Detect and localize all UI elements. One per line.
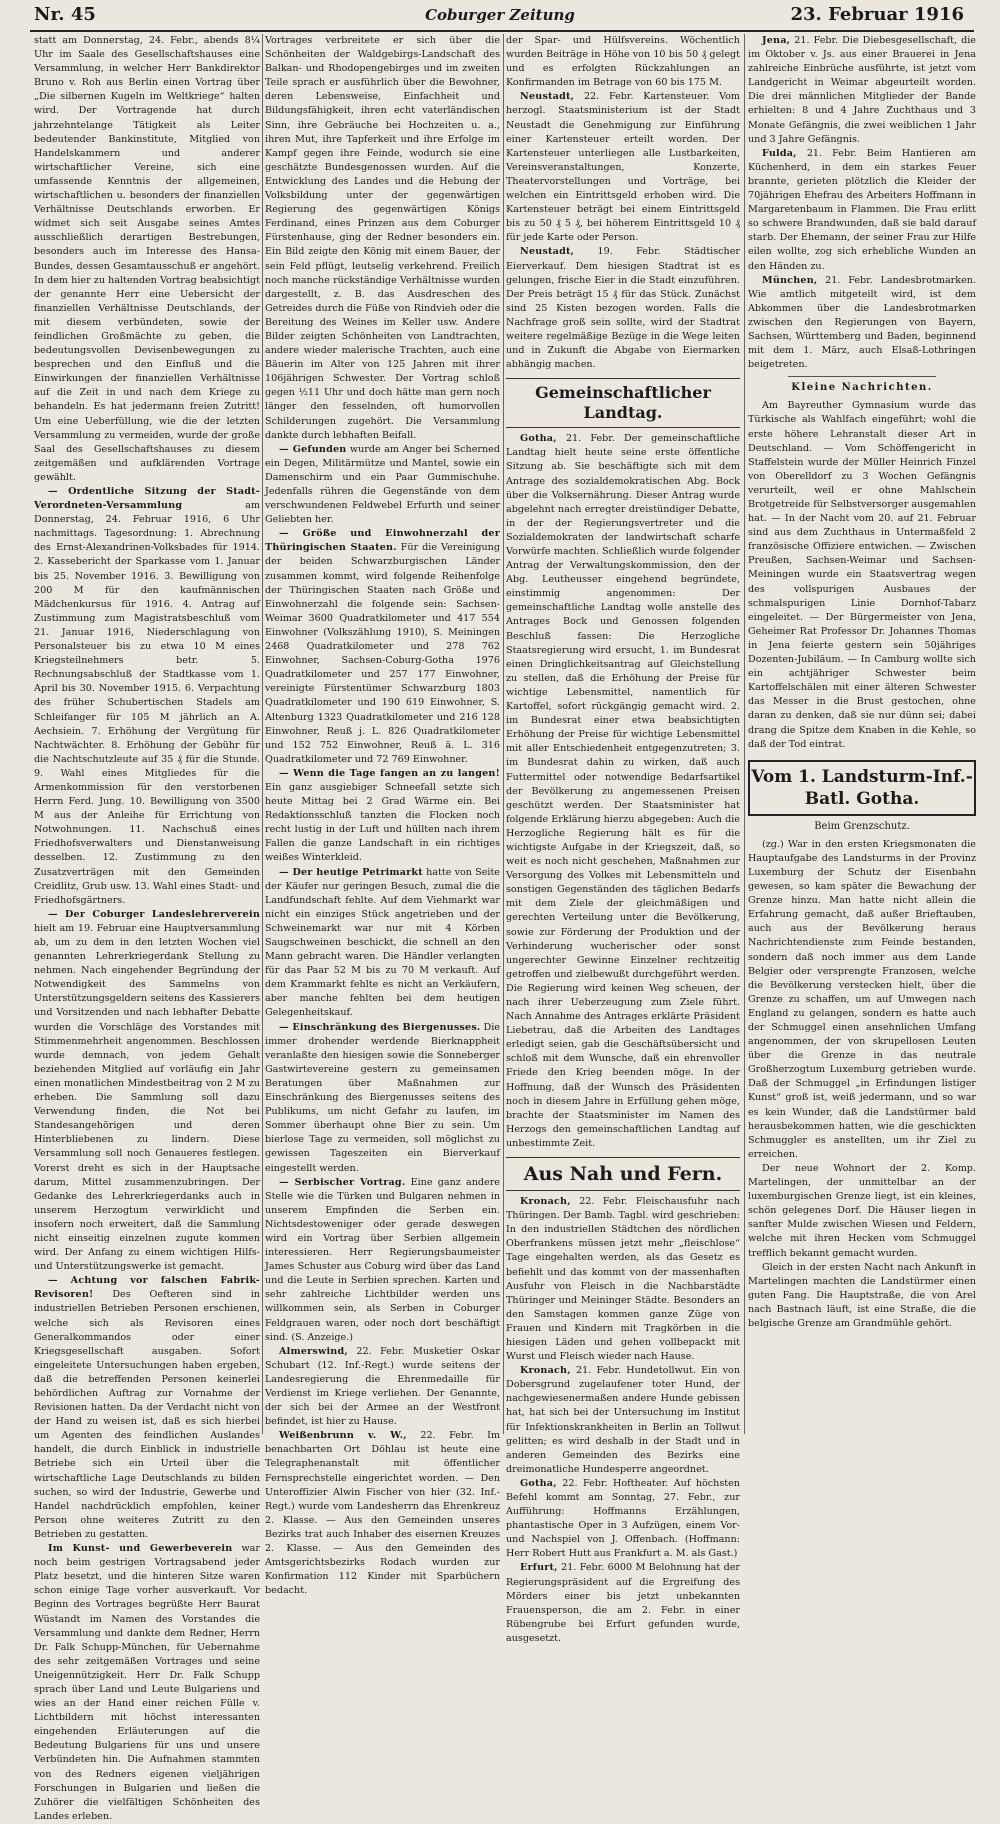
section-heading: Gemeinschaftlicher Landtag.	[506, 378, 740, 428]
article-text: 21. Febr. Der gemeinschaftliche Landtag hielt heute seine erste öffentliche Sitzung ab. Sie beschäftigte sich mit dem Antrage des sozialdemokratischen Abg. Bock über die Volksernährung. Dieser Antrag wurde abgelehnt nach erregter dreistündiger Debatte, in der der Regierungsvertreter und die Sozialdemokraten der landwirtschaft scharfe Vorwürfe machten. Schließlich wurde folgender Antrag der Verwaltungskommission, den der Abg. Leutheusser eingehend begründete, einstimmig angenommen: Der gemeinschaftliche Landtag wolle anstelle des Antrages Bock und Genossen folgenden Beschluß fassen: Die Herzogliche Staatsregierung wird ersucht, 1. im Bundesrat einen Dringlichkeitsantrag auf Gleichstellung zu stellen, daß die Erhöhung der Preise für wichtige Lebensmittel, namentlich für Kartoffel, sofort rückgängig gemacht wird. 2. im Bundesrat einer etwa beabsichtigten Erhöhung der Preise für wichtige Lebensmittel mit aller Entschiedenheit entgegenzutreten; 3. im Bundesrat dahin zu wirken, daß auch Futtermittel oder notwendige Bedarfsartikel der Bevölkerung zu angemessenen Preisen geschützt werden. Der Staatsminister hat folgende Erklärung hierzu abgegeben: Auch die Herzogliche Regierung hält es für die wichtigste Aufgabe in der Kriegszeit, daß, so weit es noch nicht geschehen, Maßnahmen zur Versorgung des Volkes mit Lebensmitteln und sonstigen Gegenständen des täglichen Bedarfs mit dem Ziele der gleichmäßigen und gerechten Verteilung unter die Bevölkerung, sowie zur Förderung der Produktion und der Verhinderung wucherischer oder sonst ungerechter Gewinne Einzelner rechtzeitig getroffen und zielbewußt durchgeführt werden. Die Regierung wird keinen Weg scheuen, der nach ihrer Ueberzeugung zum Ziele führt. Nach Annahme des Antrages erklärte Präsident Liebetrau, daß die Arbeiten des Landtages erledigt seien, gab die Geschäftsübersicht und schloß mit dem Wunsche, daß ein ehrenvoller Friede den Krieg beenden möge. In der Hoffnung, daß der Wunsch des Präsidenten noch in diesem Jahre in Erfüllung gehen möge, brachte der Staatsminister im Namen des Herzogs den gemeinschaftlichen Landtag auf unbestimmte Zeit.	[506, 433, 740, 1149]
article-text: 22. Febr. Hoftheater. Auf höchsten Befehl kommt am Sonntag, 27. Febr., zur Aufführung: Hoffmanns Erzählungen, phantastische Oper in 3 Aufzügen, einem Vor- und Nachspiel von J. Offenbach. (Hoffmann: Herr Robert Hutt aus Frankfurt a. M. als Gast.)	[506, 1477, 740, 1560]
article-text: Gleich in der ersten Nacht nach Ankunft in Martelingen machten die Landstürmer einen guten Fang. Die Hauptstraße, die von Arel nach Bastnach läuft, ist eine Straße, die die belgische Grenze am Grandmühle gehört.	[748, 1261, 976, 1329]
article-lead: — Der heutige Petrimarkt	[279, 866, 423, 878]
article	[34, 908, 260, 1274]
article-text: war noch beim gestrigen Vortragsabend jeder Platz besetzt, und die hinteren Sitze waren schon einige Tage vorher ausverkauft. Vor Beginn des Vortrages begrüßte Herr Baurat Wüstandt im Namen des Vorstandes die Versammlung und dankte dem Redner, Herrn Dr. Falk Schupp-München, für Uebernahme des sehr zeitgemäßen Vortrages und seine Uneigennützigkeit. Herr Dr. Falk Schupp sprach über Land und Leute Bulgariens und wies an der Hand einer reichen Fülle v. Lichtbildern mit höchst interessanten eingehenden Erläuterungen auf die Bedeutung Bulgariens für uns und unsere Verbündeten hin. Die Aufnahmen stammten von des Redners eigenen vieljährigen Forschungen in Bulgarien und ließen die Zuhörer die vielfältigen Schönheiten des Landes erleben.	[34, 1543, 260, 1822]
article-text: (zg.) War in den ersten Kriegsmonaten die Hauptaufgabe des Landsturms in der Provinz Luxemburg der Schutz der Eisenbahn gewesen, so kam später die Bewachung der Grenze hinzu. Man hatte nicht allein die Erfahrung gemacht, daß außer Brieftauben, auch aus der Bevölkerung heraus Nachrichtendienste zum Feinde bestanden, sondern daß noch immer aus dem Lande Belgier oder versprengte Franzosen, welche die Bevölkerung verstecken hielt, über die Grenze zu schaffen, um auf Umwegen nach England zu gelangen, sondern es hatte auch der Schmuggel einen ansehnlichen Umfang angenommen, der von skrupellosen Leuten über die Grenze in das neutrale Großherzogtum Luxemburg getrieben wurde. Daß der Schmuggel „in Erfindungen listiger Kunst“ groß ist, weiß jedermann, und so war es kein Wunder, daß die Landstürmer bald herausbekommen hatten, wie die geschickten Schmuggler es anstellten, um ihr Ziel zu erreichen.	[748, 838, 976, 1160]
article	[506, 1561, 740, 1646]
article-text: der Spar- und Hülfsvereins. Wöchentlich wurden Beiträge in Höhe von 10 bis 50 ₰ gelegt und es erfolgten Rückzahlungen an Konfirmanden im Betrage von 60 bis 175 M.	[506, 35, 740, 89]
issue-number: Nr. 45	[34, 4, 96, 25]
article-text: 22. Febr. Musketier Oskar Schubart (12. Inf.-Regt.) wurde seitens der Landesregierung die Ehrenmedaille für Verdienst im Kriege verliehen. Der Genannte, der sich bei der Armee an der Westfront befindet, ist hier zu Hause.	[265, 1345, 500, 1428]
section-heading: Aus Nah und Fern.	[506, 1157, 740, 1191]
article-lead: Weißenbrunn v. W.,	[279, 1430, 407, 1442]
article-lead: — Einschränkung des Biergenusses.	[279, 1021, 481, 1033]
article-lead: Gotha,	[520, 433, 557, 445]
column-2	[265, 34, 500, 1597]
article-lead: — Serbischer Vortrag.	[279, 1176, 406, 1188]
article	[506, 432, 740, 1151]
article	[506, 1364, 740, 1477]
article-text: Eine ganz andere Stelle wie die Türken und Bulgaren nehmen in unserem Empfinden die Serben ein. Nichtsdestoweniger oder gerade deswegen wird ein Vortrag über Serbien allgemein interessieren. Herr Regierungsbaumeister James Schuster aus Coburg wird über das Land und die Leute in Serbien sprechen. Karten und sehr zahlreiche Lichtbilder werden uns willkommen sein, als Serben in Coburger Feldgrauen waren, oder noch dort beschäftigt sind. (S. Anzeige.)	[265, 1176, 500, 1343]
article-lead: — Der Coburger Landeslehrerverein	[48, 908, 260, 920]
article	[265, 1021, 500, 1176]
divider	[788, 376, 936, 377]
article-lead: Gotha,	[520, 1477, 557, 1489]
newspaper-title: Coburger Zeitung	[425, 6, 575, 24]
column-3	[506, 34, 740, 1644]
article	[265, 1345, 500, 1430]
article-text: Für die Vereinigung der beiden Schwarzburgischen Länder zusammen kommt, wird folgende Reihenfolge der Thüringischen Staaten nach Größe und Einwohnerzahl die folgende sein: Sachsen-Weimar 3600 Quadratkilometer und 417 554 Einwohner (Volkszählung 1910), S. Meiningen 2468 Quadratkilometer und 278 762 Einwohner, Sachsen-Coburg-Gotha 1976 Quadratkilometer und 257 177 Einwohner, vereinigte Fürstentümer Schwarzburg 1803 Quadratkilometer und 190 619 Einwohner, S. Altenburg 1323 Quadratkilometer und 216 128 Einwohner, Reuß j. L. 826 Quadratkilometer und 152 752 Einwohner, Reuß ä. L. 316 Quadratkilometer und 72 769 Einwohner.	[265, 542, 500, 765]
article-lead: München,	[762, 274, 818, 286]
article-text: 21. Febr. Landesbrotmarken. Wie amtlich mitgeteilt wird, ist dem Abkommen über die Landesbrotmarken zwischen den Regierungen von Bayern, Sachsen, Württemberg und Baden, beginnend mit dem 1. März, auch Elsaß-Lothringen beigetreten.	[748, 274, 976, 371]
article-text: Ein ganz ausgiebiger Schneefall setzte sich heute Mittag bei 2 Grad Wärme ein. Bei Redaktionsschluß tanzten die Flocken noch recht lustig in der Luft und hüllten nach ihrem Fallen die ganze Landschaft in ein richtiges weißes Winterkleid.	[265, 781, 500, 864]
article	[265, 866, 500, 1021]
article-text: 21. Febr. Hundetollwut. Ein von Dobersgrund zugelaufener toter Hund, der nachgewiesenermaßen andere Hunde gebissen hat, hat sich bei der Untersuchung im Institut für Infektionskrankheiten in Berlin an Tollwut gelitten; es wird deshalb in der Stadt und in anderen Gemeinden des Bezirks eine dreimonatliche Hundesperre angeordnet.	[506, 1365, 740, 1475]
article	[265, 443, 500, 528]
article-lead: — Wenn die Tage fangen an zu langen!	[279, 767, 500, 779]
article-text: Am Bayreuther Gymnasium wurde das Türkische als Wahlfach eingeführt; wohl die erste höhere Lehranstalt dieser Art in Deutschland. — Vom Schöffengericht in Staffelstein wurde der Müller Heinrich Finzel von Oberelldorf zu 3 Wochen Gefängnis verurteilt, weil er ohne Mahlschein Brotgetreide für Selbstversorger ausgemahlen hat. — In der Nacht vom 20. auf 21. Februar sind aus dem Zuchthaus in Untermaßfeld 2 französische Offiziere entwichen. — Zwischen Preußen, Sachsen-Weimar und Sachsen-Meiningen wurde ein Staatsvertrag wegen des vollspurigen Ausbaues der schmalspurigen Linie Dornhof-Tabarz eingeleitet. — Der Bürgermeister von Jena, Geheimer Rat Professor Dr. Johannes Thomas in Jena feierte gestern sein 50jähriges Dozenten-Jubiläum. — In Camburg wollte sich ein achtjähriger Schwester beim Kartoffelschälen mit einer älteren Schwester das Messer in die Brust gestochen, ohne daran zu denken, daß sie nur dünn sei; dabei drang die Spitze dem Knaben in die Kehle, so daß der Tod eintrat.	[748, 400, 976, 750]
article-lead: — Gefunden	[279, 443, 347, 455]
article-text: 21. Febr. 6000 M Belohnung hat der Regierungspräsident auf die Ergreifung des Mörders einer bis jetzt unbekannten Frauensperson, die am 2. Febr. in einer Rübengrube bei Erfurt gefunden wurde, ausgesetzt.	[506, 1562, 740, 1644]
article	[506, 1195, 740, 1364]
column-1	[34, 34, 260, 1822]
column-4	[748, 34, 976, 1434]
article-text: Vortrages verbreitete er sich über die Schönheiten der Waldgebirgs-Landschaft des Balkan- und Rhodopengebirges und im zweiten Teile sprach er ausführlich über die Bewohner, deren Lebensweise, Einfachheit und Bildungsfähigkeit, ihren echt vaterländischen Sinn, ihre Gebräuche bei Hochzeiten u. a., ihren Mut, ihre Tapferkeit und ihre Erfolge im Kampf gegen ihre Feinde, wodurch sie eine geschätzte Bundesgenossen wurden. Auf die Entwicklung des Landes und die Hebung der Volksbildung unter der gegenwärtigen Regierung des gegenwärtigen Königs Ferdinand, eines Prinzen aus dem Coburger Fürstenhause, ging der Redner besonders ein. Ein Bild zeigte den König mit einem Bauer, der sein Feld pflügt, leutselig verkehrend. Freilich noch manche rückständige Verhältnisse wurden dargestellt, z. B. das Ausdreschen des Getreides durch die Füße von Rindvieh oder die Bereitung des Weines im Keller usw. Andere Bilder zeigten Schönheiten von Landtrachten, andere wieder malerische Trachten, auch eine Bäuerin im Alter von 125 Jahren mit ihrer 106jährigen Schwester. Der Vortrag schloß gegen ½11 Uhr und doch hätte man gern noch länger den fesselnden, oft humorvollen Schilderungen zugehört. Die Versammlung dankte durch lebhaften Beifall.	[265, 35, 500, 441]
boxed-heading: Vom 1. Landsturm-Inf.-Batl. Gotha.	[748, 760, 976, 816]
article	[34, 485, 260, 908]
column-rule	[503, 34, 504, 1434]
article	[506, 1477, 740, 1562]
article-lead: Jena,	[762, 35, 791, 46]
article	[34, 1274, 260, 1542]
article-text: hatte von Seite der Käufer nur geringen Besuch, zumal die die Landfundschaft fehlte. Auf dem Viehmarkt war nicht ein einziges Stück angetrieben und der Schweinemarkt war nur mit 4 Körben Saugschweinen beschickt, die schnell an den Mann gebracht waren. Die Händler verlangten für das Paar 52 M bis zu 70 M verkauft. Auf dem Krammarkt fehlte es nicht an Verkäufern, aber manche fehlten bei dem heutigen Gelegenheitskauf.	[265, 866, 500, 1019]
article	[265, 1429, 500, 1598]
article-text: Der neue Wohnort der 2. Komp. Martelingen, der unmittelbar an der luxemburgischen Grenze liegt, ist ein kleines, schön gelegenes Dorf. Die Häuser liegen in sanfter Mulde zwischen Wiesen und Feldern, welche mit ihren Hecken vom Schmuggel trefflich bekannt gemacht wurden.	[748, 1162, 976, 1259]
article	[748, 274, 976, 373]
article-text: 22. Febr. Kartensteuer. Vom herzogl. Staatsministerium ist der Stadt Neustadt die Genehmigung zur Einführung einer Kartensteuer erteilt worden. Der Kartensteuer unterliegen alle Lustbarkeiten, Vereinsveranstaltungen, Konzerte, Theatervorstellungen und Vorträge, bei welchen ein Eintrittsgeld erhoben wird. Die Kartensteuer beträgt bei einem Eintrittsgeld bis zu 50 ₰ 5 ₰, bei höherem Eintrittsgeld 10 ₰ für jede Karte oder Person.	[506, 91, 740, 244]
article	[34, 1542, 260, 1824]
article-text: 21. Febr. Die Diebesgesellschaft, die im Oktober v. Js. aus einer Brauerei in Jena zahlreiche Einbrüche ausführte, ist jetzt vom Landgericht in Weimar abgeurteilt worden. Die drei männlichen Mitglieder der Bande erhielten: 8 und 4 Jahre Zuchthaus und 3 Monate Gefängnis, die zwei weiblichen 1 Jahr und 3 Jahre Gefängnis.	[748, 35, 976, 145]
article	[265, 767, 500, 866]
article-lead: Neustadt,	[520, 91, 575, 103]
article-text: statt am Donnerstag, 24. Febr., abends 8¼ Uhr im Saale des Gesellschaftshauses eine Versammlung, in welcher Herr Bankdirektor Bruno v. Roh aus Berlin einen Vortrag über „Die silbernen Kugeln im Weltkriege“ halten wird. Der Vortragende hat durch jahrzehntelange Tätigkeit als Leiter bedeutender Bankinstitute, Mitglied von Handelskammern und anderer wirtschaftlicher Vereine, sich eine umfassende Kenntnis der allgemeinen, wirtschaftlichen u. besonders der finanziellen Verhältnisse Deutschlands erworben. Er widmet sich seit Ausgabe seines Amtes ausschließlich derartigen Bestrebungen, besonders auch im Interesse des Hansa-Bundes, dessen Gesamtausschuß er angehört. In dem hier zu haltenden Vortrag beabsichtigt der genannte Herr eine Uebersicht der finanziellen Verhältnisse Deutschlands, der mit diesem verbündeten, sowie der feindlichen Großmächte zu geben, die bedeutungsvollen Devisenbewegungen zu besprechen und den Einfluß und die Einwirkungen der finanziellen Verhältnisse auf die Zeit in und nach dem Kriege zu behandeln. Es hat jedermann freien Zutritt! Um eine Ueberfüllung, wie die der letzten Versammlung zu vermeiden, wurde der große Saal des Gesellschaftshauses zu diesem zeitgemäßen und aufklärenden Vortrage gewählt.	[34, 35, 260, 483]
issue-date: 23. Februar 1916	[790, 4, 964, 25]
article-lead: — Größe und Einwohnerzahl der Thüringischen Staaten.	[265, 528, 500, 554]
article-text: wurde am Anger bei Scherned ein Degen, Militärmütze und Mantel, sowie ein Damenschirm und ein Paar Gummischuhe. Jedenfalls rühren die Gegenstände von dem verschwundenen Feldwebel Erfurth und seiner Geliebten her.	[265, 443, 500, 526]
article	[265, 527, 500, 767]
article-lead: Fulda,	[762, 147, 797, 159]
article-text: 21. Febr. Beim Hantieren am Küchenherd, in dem ein starkes Feuer brannte, gerieten plötzlich die Kleider der 70jährigen Ehefrau des Arbeiters Hoffmann in Margaretenbaum in Flammen. Die Frau erlitt so schwere Brandwunden, daß sie bald darauf starb. Der Ehemann, der seiner Frau zur Hilfe eilen wollte, zog sich erhebliche Wunden an den Händen zu.	[748, 147, 976, 272]
article-lead: Im Kunst- und Gewerbeverein	[48, 1543, 233, 1555]
article-lead: — Achtung vor falschen Fabrik-Revisoren!	[34, 1275, 260, 1301]
article-text: 22. Febr. Im benachbarten Ort Döhlau ist heute eine Telegraphenanstalt mit öffentlicher Fernsprechstelle eingerichtet worden. — Den Unteroffizier Alwin Fischer von hier (32. Inf.-Regt.) wurde vom Landesherrn das Ehrenkreuz 2. Klasse. — Aus den Gemeinden unseres Bezirks trat auch Inhaber des eisernen Kreuzes 2. Klasse. — Aus den Gemeinden des Amtsgerichtsbezirks Rodach wurden zur Konfirmation 112 Kinder mit Sparbüchern bedacht.	[265, 1430, 500, 1597]
article-text: hielt am 19. Februar eine Hauptversammlung ab, um zu dem in den letzten Wochen viel genannten Lehrerkriegerdank Stellung zu nehmen. Nach eingehender Begründung der Notwendigkeit des Sammelns von Unterstützungsgeldern seitens des Kassierers und Vorsitzenden und nach lebhafter Debatte wurden die Vorschläge des Vorstandes mit Stimmenmehrheit angenommen. Beschlossen wurde demnach, von jedem Gehalt beziehenden Mitglied auf vorläufig ein Jahr einen monatlichen Mindestbeitrag von 2 M zu erheben. Die Sammlung soll dazu Verwendung finden, die Not bei Standesangehörigen und deren Hinterbliebenen zu lindern. Diese Versammlung soll noch Genaueres festlegen. Vorerst dreht es sich in der Hauptsache darum, Mittel zusammenzubringen. Der Gedanke des Lehrerkriegerdanks auch in unserem Herzogtum verwirklicht und insofern noch erweitert, daß die Sammlung nicht einseitig einzelnen zugute kommen wird. Der Anfang zu einem wichtigen Hilfs- und Unterstützungswerke ist gemacht.	[34, 922, 260, 1273]
article-lead: Kronach,	[520, 1196, 571, 1208]
column-rule	[262, 34, 263, 1434]
article	[748, 34, 976, 147]
article-text: Die immer drohender werdende Bierknappheit veranlaßte den hiesigen sowie die Sonneberger Gastwirtevereine gestern zu gemeinsamen Beratungen über Maßnahmen zur Einschränkung des Biergenusses seitens des Publikums, um nicht Gefahr zu laufen, im Sommer überhaupt ohne Bier zu sein. Um bierlose Tage zu vermeiden, soll möglichst zu gewissen Tageszeiten ein Bierverkauf eingestellt werden.	[265, 1021, 500, 1174]
article	[506, 90, 740, 245]
article	[265, 1176, 500, 1345]
article-text: 22. Febr. Fleischausfuhr nach Thüringen. Der Bamb. Tagbl. wird geschrieben: In den industriellen Städtchen des nördlichen Oberfrankens müssen jetzt mehr „fleischlose“ Tage eingehalten werden, als das Gesetz es befiehlt und das kommt von der massenhaften Ausfuhr von Fleisch in die Nachbarstädte Thüringer und Meininger Städte. Besonders an den Samstagen kommen ganze Züge von Frauen und Kindern mit Tragkörben in die hiesigen Läden und gehen vollbepackt mit Wurst und Fleisch wieder nach Hause.	[506, 1196, 740, 1363]
article	[748, 147, 976, 274]
article-lead: Erfurt,	[520, 1562, 558, 1574]
article-lead: Almerswind,	[279, 1345, 348, 1357]
masthead-rule	[30, 30, 974, 32]
subheading: Beim Grenzschutz.	[814, 820, 910, 832]
section-heading: Kleine Nachrichten.	[791, 382, 933, 394]
column-rule	[744, 34, 745, 1434]
article-lead: Neustadt,	[520, 246, 575, 258]
article-text: Des Oefteren sind in industriellen Betrieben Personen erschienen, welche sich als Revisoren eines Generalkommandos oder einer Kriegsgesellschaft ausgaben. Sofort eingeleitete Untersuchungen haben ergeben, daß die betreffenden Personen keinerlei behördlichen Auftrag zur Vornahme der Revisionen hatten. Da der Verdacht nicht von der Hand zu weisen ist, daß es sich hierbei um Agenten des feindlichen Auslandes handelt, die durch Einblick in industrielle Betriebe sich ein Urteil über die wirtschaftliche Lage Deutschlands zu bilden suchen, so wird der Industrie, Gewerbe und Handel nachdrücklich empfohlen, keiner Person ohne weiteres Zutritt zu den Betrieben zu gestatten.	[34, 1289, 260, 1540]
article-text: am Donnerstag, 24. Februar 1916, 6 Uhr nachmittags. Tagesordnung: 1. Abrechnung des Ernst-Alexandrinen-Volksbades für 1914. 2. Kassebericht der Sparkasse vom 1. Januar bis 25. November 1916. 3. Bewilligung von 200 M für den kaufmännischen Mädchenkursus für 1916. 4. Antrag auf Zustimmung zum Magistratsbeschluß vom 21. Januar 1916, Niederschlagung von Personalsteuer bis zu etwa 10 M eines Kriegsteilnehmers betr. 5. Rechnungsabschluß der Stadtkasse vom 1. April bis 30. November 1915. 6. Verpachtung des früher Schubertischen Stadels am Schleifanger für 105 M jährlich an A. Aechsiein. 7. Erhöhung der Vergütung für Nachtwächter. 8. Erhöhung der Gebühr für die Nachtschutzleute auf 35 ₰ für die Stunde. 9. Wahl eines Mitgliedes für die Armenkommission für den verstorbenen Herrn Ferd. Jung. 10. Bewilligung von 3500 M aus der Anleihe für Errichtung von Notwohnungen. 11. Nachschuß eines Friedhofsverwalters und Dienstanweisung desselben. 12. Zustimmung zu den Zusatzverträgen mit den Gemeinden Creidlitz, Grub usw. 13. Wahl eines Stadt- und Friedhofsgärtners.	[34, 500, 260, 906]
article-lead: — Ordentliche Sitzung der Stadt-Verordneten-Versammlung	[34, 486, 260, 512]
article-lead: Kronach,	[520, 1365, 571, 1377]
article	[506, 245, 740, 372]
article-text: 19. Febr. Städtischer Eierverkauf. Dem hiesigen Stadtrat ist es gelungen, frische Eier in die Stadt einzuführen. Der Preis beträgt 15 ₰ für das Stück. Zunächst sind 25 Kisten bezogen worden. Falls die Nachfrage groß sein sollte, wird der Stadtrat weitere regelmäßige Bezüge in die Wege leiten und in Zukunft die Abgabe von Eiermarken abhängig machen.	[506, 246, 740, 371]
